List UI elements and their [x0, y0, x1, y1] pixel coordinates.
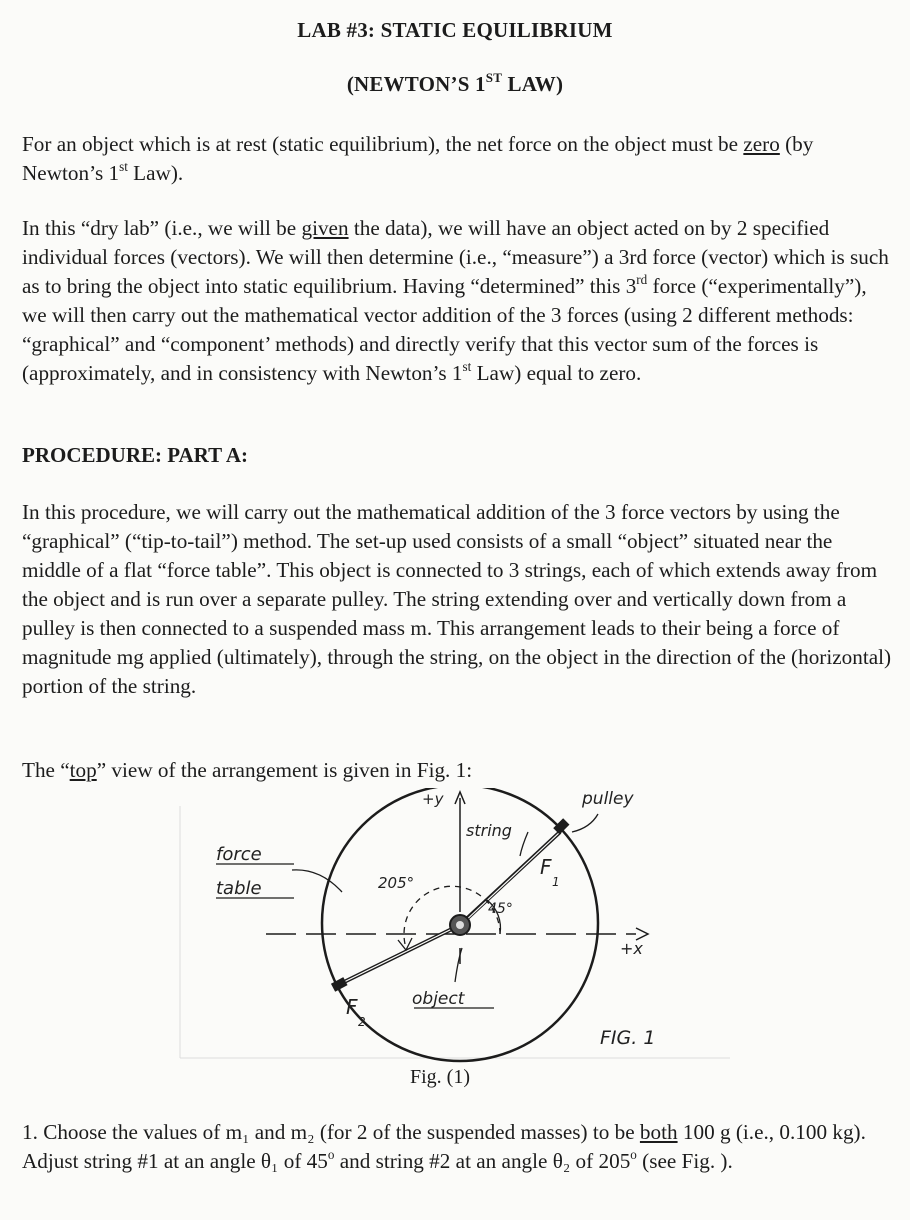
pulley-pointer — [572, 814, 598, 832]
string-pointer — [520, 832, 528, 856]
label-object: object — [412, 989, 465, 1009]
lab-title: LAB #3: STATIC EQUILIBRIUM — [297, 18, 613, 42]
angle-arc-205 — [404, 886, 500, 948]
figure-caption: Fig. (1) — [410, 1066, 470, 1088]
label-angle-205: 205° — [378, 874, 415, 892]
procedure-heading: PROCEDURE: PART A: — [22, 443, 248, 467]
procedure-paragraph: In this procedure, we will carry out the mathematical addition of the 3 force vectors by using the “graphical” (“tip-to-tail”) method. The set-up used consists of a small “object” situated near the middle of a flat “force table”. This object is connected to 3 strings, each of which extends away from the object and is run over a separate pulley. The string extending over and vertically down from a pulley is then connected to a suspended mass m. This arrangement leads to their being a force of magnitude mg applied (ultimately), through the string, on the object in the direction of the (horizontal) portion of the string. — [22, 500, 892, 698]
label-f1: F — [540, 855, 552, 879]
lab-subtitle: (NEWTON’S 1ST LAW) — [346, 69, 564, 96]
label-y: +y — [422, 790, 444, 808]
label-f2-sub: 2 — [358, 1015, 366, 1029]
label-f2: F — [346, 995, 358, 1019]
pulley-1 — [553, 818, 569, 834]
object-dot — [456, 921, 464, 929]
label-force: force — [216, 844, 262, 865]
label-table: table — [216, 878, 262, 899]
label-x: +x — [620, 939, 643, 958]
force-table-figure — [170, 788, 890, 1088]
table-pointer — [292, 870, 342, 892]
label-string: string — [466, 821, 512, 840]
label-pulley: pulley — [582, 789, 634, 809]
label-fig-1: FIG. 1 — [600, 1027, 656, 1049]
drylab-paragraph: In this “dry lab” (i.e., we will be given the data), we will have an object acted on by 2 specified individual forces (vectors). We will then determine (i.e., “measure”) a 3rd force (vector) which is such as to bring the object into static equilibrium. Having “determined” this 3rd force (“experimentally”), we will then carry out the mathematical vector addition of the 3 forces (using 2 different methods: “graphical” and “component’ methods) and directly verify that this vector sum of the forces is (approximately, and in consistency with Newton’s 1st Law) equal to zero. — [22, 216, 889, 385]
label-angle-45: 45° — [488, 901, 513, 917]
label-f1-sub: 1 — [552, 875, 560, 889]
object-pointer — [455, 948, 462, 982]
intro-paragraph: For an object which is at rest (static equilibrium), the net force on the object must be zero (by Newton’s 1st Law). — [22, 132, 814, 185]
topview-paragraph: The “top” view of the arrangement is given in Fig. 1: — [22, 758, 473, 782]
step-1-paragraph: 1. Choose the values of m₁ and m₂ (for 2 of the suspended masses) to be both 100 g (i.e., 0.100 kg). Adjust string #1 at an angle θ₁ of 45$^o$ and string #2 at an angle θ₂ of 205$^o$ (see Fig. ). — [22, 1120, 866, 1173]
